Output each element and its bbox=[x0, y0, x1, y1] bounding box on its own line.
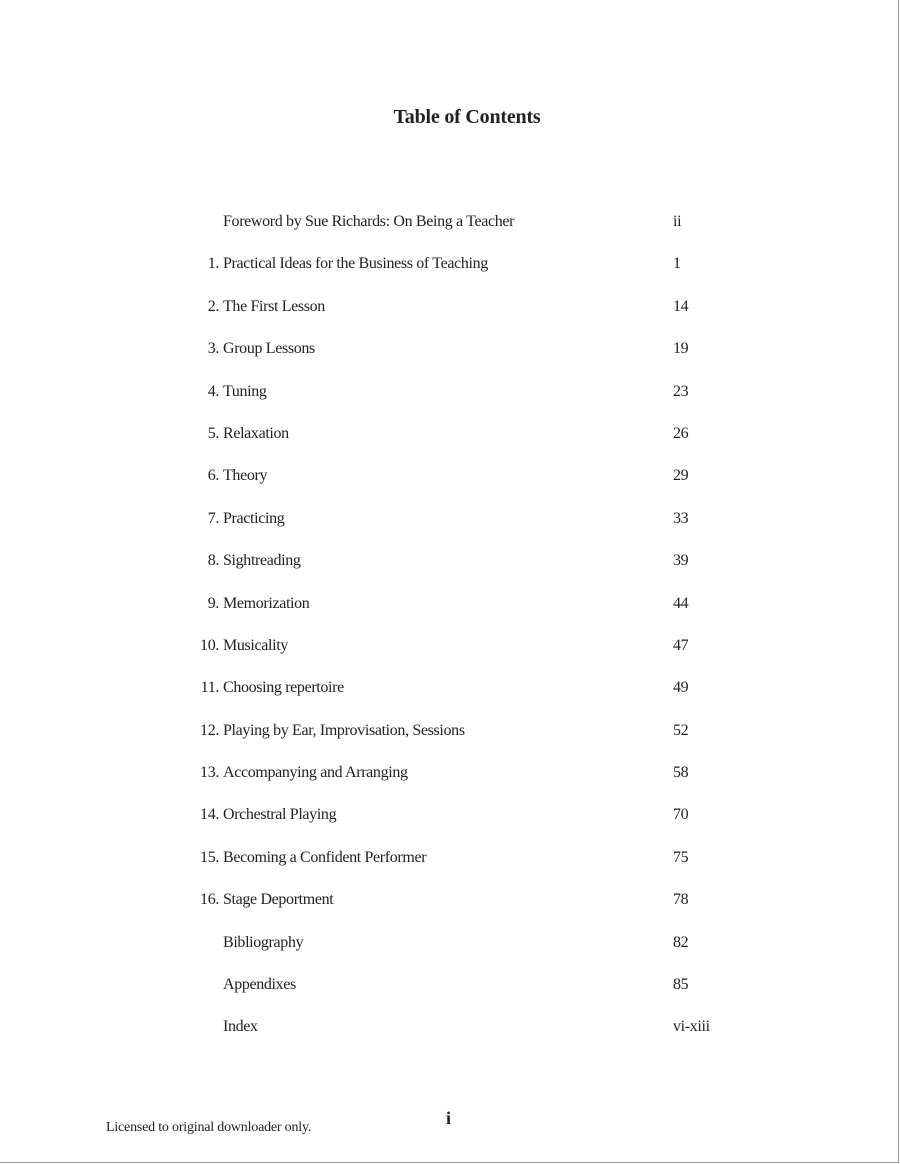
toc-entry-number: 8. bbox=[207, 552, 219, 570]
toc-entry-title: The First Lesson bbox=[223, 297, 325, 315]
toc-entry-page: 26 bbox=[673, 424, 689, 442]
toc-entry-title: Tuning bbox=[223, 382, 267, 400]
toc-entry-page: 33 bbox=[673, 509, 689, 527]
toc-entry-number: 12. bbox=[200, 721, 219, 739]
toc-entry-title: Stage Deportment bbox=[223, 891, 334, 909]
toc-entry[interactable] bbox=[0, 849, 900, 891]
page-title: Table of Contents bbox=[393, 106, 541, 128]
toc-entry-title: Bibliography bbox=[223, 933, 304, 951]
toc-entry-page: 78 bbox=[673, 891, 689, 909]
toc-entry-page: 82 bbox=[673, 933, 689, 951]
table-of-contents bbox=[0, 213, 900, 1061]
toc-entry-page: 44 bbox=[673, 594, 689, 612]
toc-entry-title: Memorization bbox=[223, 594, 310, 612]
toc-entry[interactable] bbox=[0, 552, 900, 594]
toc-entry-number: 14. bbox=[200, 806, 219, 824]
toc-entry-number: 4. bbox=[207, 382, 219, 400]
toc-entry-title: Appendixes bbox=[223, 976, 296, 994]
toc-entry[interactable] bbox=[0, 510, 900, 552]
toc-entry[interactable] bbox=[0, 298, 900, 340]
toc-entry[interactable] bbox=[0, 340, 900, 382]
toc-entry-title: Choosing repertoire bbox=[223, 679, 344, 697]
toc-entry-page: 70 bbox=[673, 806, 689, 824]
toc-entry-number: 2. bbox=[207, 297, 219, 315]
toc-entry[interactable] bbox=[0, 467, 900, 509]
toc-entry-number: 3. bbox=[207, 340, 219, 358]
toc-entry[interactable] bbox=[0, 764, 900, 806]
toc-entry-page: 58 bbox=[673, 764, 689, 782]
toc-entry-title: Practicing bbox=[223, 509, 285, 527]
toc-entry[interactable] bbox=[0, 976, 900, 1018]
toc-entry-title: Theory bbox=[223, 467, 268, 485]
toc-entry-number: 1. bbox=[207, 255, 219, 273]
toc-entry-page: 39 bbox=[673, 552, 689, 570]
toc-entry-title: Index bbox=[223, 1018, 258, 1036]
toc-entry-number: 7. bbox=[207, 509, 219, 527]
toc-entry-number: 6. bbox=[207, 467, 219, 485]
toc-entry-title: Relaxation bbox=[223, 424, 289, 442]
toc-entry-page: 52 bbox=[673, 721, 689, 739]
toc-entry-title: Foreword by Sue Richards: On Being a Teacher bbox=[223, 213, 515, 230]
toc-entry[interactable] bbox=[0, 1018, 900, 1060]
toc-entry-page: 29 bbox=[673, 467, 689, 485]
toc-entry-number: 13. bbox=[200, 764, 219, 782]
license-notice: Licensed to original downloader only. bbox=[106, 1120, 312, 1135]
toc-entry-number: 16. bbox=[200, 891, 219, 909]
toc-entry-title: Sightreading bbox=[223, 552, 301, 570]
toc-entry[interactable] bbox=[0, 637, 900, 679]
toc-entry[interactable] bbox=[0, 722, 900, 764]
toc-entry-page: vi-xiii bbox=[673, 1018, 710, 1036]
toc-entry-page: 75 bbox=[673, 848, 689, 866]
toc-entry-title: Group Lessons bbox=[223, 340, 315, 358]
toc-entry[interactable] bbox=[0, 934, 900, 976]
toc-entry-page: 1 bbox=[673, 255, 681, 273]
toc-entry[interactable] bbox=[0, 595, 900, 637]
toc-entry[interactable] bbox=[0, 213, 900, 255]
toc-entry-page: 47 bbox=[673, 636, 689, 654]
toc-entry-title: Musicality bbox=[223, 636, 288, 654]
toc-entry-number: 9. bbox=[207, 594, 219, 612]
toc-entry-page: 23 bbox=[673, 382, 689, 400]
toc-entry-title: Orchestral Playing bbox=[223, 806, 337, 824]
toc-entry[interactable] bbox=[0, 383, 900, 425]
toc-entry-number: 10. bbox=[200, 636, 219, 654]
toc-entry-title: Accompanying and Arranging bbox=[223, 764, 408, 782]
toc-entry-title: Playing by Ear, Improvisation, Sessions bbox=[223, 721, 465, 739]
toc-entry[interactable] bbox=[0, 891, 900, 933]
toc-entry-number: 15. bbox=[200, 848, 219, 866]
toc-entry[interactable] bbox=[0, 679, 900, 721]
toc-entry[interactable] bbox=[0, 255, 900, 297]
toc-entry-page: 14 bbox=[673, 297, 689, 315]
toc-entry[interactable] bbox=[0, 806, 900, 848]
toc-entry-title: Becoming a Confident Performer bbox=[223, 848, 427, 866]
toc-entry-number: 11. bbox=[200, 679, 219, 697]
toc-entry-page: 49 bbox=[673, 679, 689, 697]
toc-entry-page: 85 bbox=[673, 976, 689, 994]
toc-entry-title: Practical Ideas for the Business of Teaching bbox=[223, 255, 488, 273]
toc-entry-page: 19 bbox=[673, 340, 689, 358]
toc-entry-page: ii bbox=[673, 213, 682, 230]
toc-entry[interactable] bbox=[0, 425, 900, 467]
toc-entry-number: 5. bbox=[207, 424, 219, 442]
page-number: i bbox=[446, 1108, 452, 1128]
